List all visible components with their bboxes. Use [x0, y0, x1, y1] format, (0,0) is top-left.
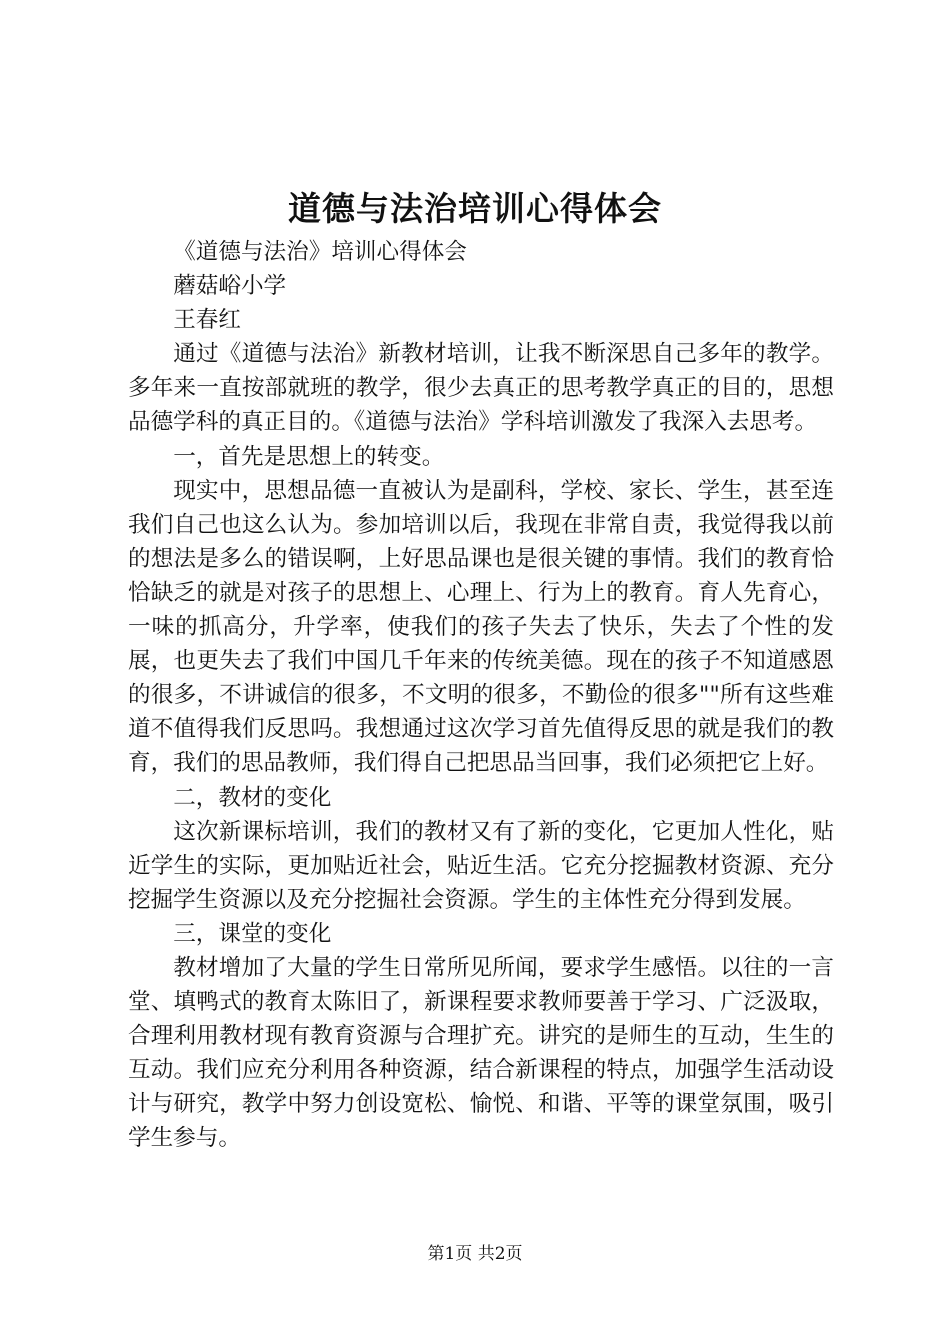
paragraph-section-3: 教材增加了大量的学生日常所见所闻，要求学生感悟。以往的一言堂、填鸭式的教育太陈旧了，新课程要求教师要善于学习、广泛汲取，合理利用教材现有教育资源与合理扩充。讲究的是师生的互动，生生的互动。我们应充分利用各种资源，结合新课程的特点，加强学生活动设计与研究，教学中努力创设宽松、愉悦、和谐、平等的课堂氛围，吸引学生参与。: [128, 954, 834, 1152]
paragraph-section-2: 这次新课标培训，我们的教材又有了新的变化，它更加人性化，贴近学生的实际，更加贴近社会，贴近生活。它充分挖掘教材资源、充分挖掘学生资源以及充分挖掘社会资源。学生的主体性充分得到发展。: [128, 818, 834, 913]
section-heading-3: 三，课堂的变化: [173, 920, 332, 947]
page-footer: 第1页 共2页: [427, 1244, 523, 1264]
document-body: [128, 235, 834, 1156]
paragraph-subtitle: 《道德与法治》培训心得体会: [173, 239, 467, 265]
paragraph-school: 蘑菇峪小学: [173, 273, 287, 300]
section-heading-1: 一，首先是思想上的转变。: [173, 443, 445, 470]
section-heading-2: 二，教材的变化: [173, 784, 332, 811]
paragraph-section-1: 现实中，思想品德一直被认为是副科，学校、家长、学生，甚至连我们自己也这么认为。参加培训以后，我现在非常自责，我觉得我以前的想法是多么的错误啊，上好思品课也是很关键的事情。我们的教育恰恰缺乏的就是对孩子的思想上、心理上、行为上的教育。育人先育心，一味的抓高分，升学率，使我们的孩子失去了快乐，失去了个性的发展，也更失去了我们中国几千年来的传统美德。现在的孩子不知道感恩的很多，不讲诚信的很多，不文明的很多，不勤俭的很多""所有这些难道不值得我们反思吗。我想通过这次学习首先值得反思的就是我们的教育，我们的思品教师，我们得自己把思品当回事，我们必须把它上好。: [128, 477, 834, 777]
document-title: 道德与法治培训心得体会: [288, 189, 662, 228]
paragraph-intro: 通过《道德与法治》新教材培训，让我不断深思自己多年的教学。多年来一直按部就班的教学，很少去真正的思考教学真正的目的，思想品德学科的真正目的。《道德与法治》学科培训激发了我深入去思考。: [128, 341, 834, 436]
paragraph-author: 王春红: [173, 307, 241, 334]
